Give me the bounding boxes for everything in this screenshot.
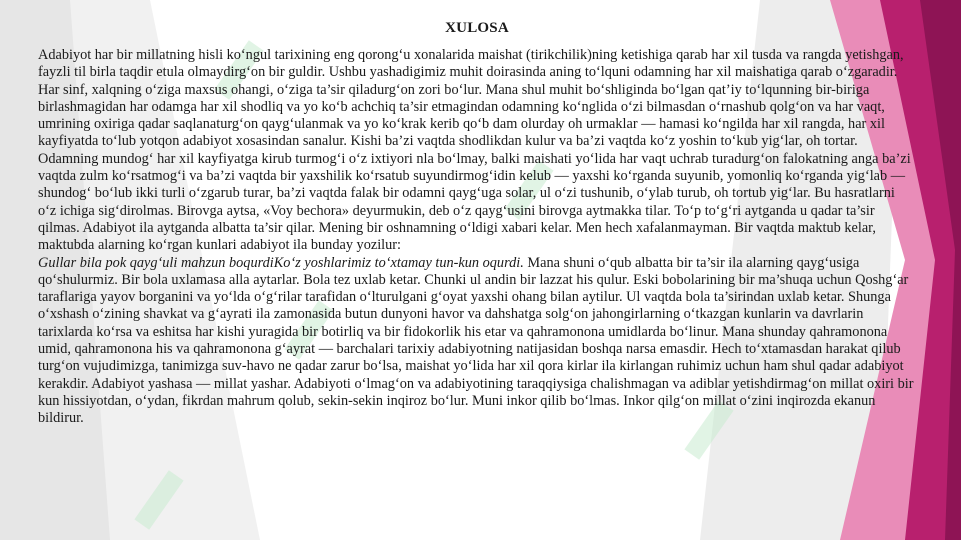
document-title: XULOSA bbox=[445, 20, 509, 36]
paragraph-conclusion bbox=[38, 255, 916, 428]
poem-quote: Gullar bila pok qayg‘uli mahzun boqurdiKo‘z yoshlarimiz to‘xtamay tun-kun oqurdi. bbox=[38, 254, 524, 271]
paragraph-main: Har sinf, xalqning o‘ziga maxsus ohangi, o‘ziga ta’sir qiladurg‘on zori bo‘lur. Mana shul muhit bo‘shliginda bo‘lgan qat’iy to‘lqunning bir-biriga birlashmagidan har odamga har xil shodliq va yo ko‘b achchiq ta’sir etmagindan odamning ko‘nglida o‘zi bilmasdan o‘rnashub qolg‘on va har vaqt, umrining oxiriga qadar saqlanaturg‘on qayg‘ulanmak va yo ko‘krak kerib qo‘b dam olurday oh urmaklar — hamasi ko‘ngilda har xil rangda, har xil kayfiyatda to‘lub yotqon adabiyot xosasindan sanalur. Kishi ba’zi vaqtda shodlikdan kulur va ba’zi vaqtda ko‘z yoshin to‘kub yig‘lar, oh tortar. Odamning mundog‘ har xil kayfiyatga kirub turmog‘i o‘z ixtiyori nla bo‘lmay, balki maishati yo‘lida har vaqt uchrab turadurg‘on falokatning anga ba’zi vaqtda zulm ko‘rsatmog‘i va ba’zi vaqtda bir yaxshilik ko‘rsatub suyundirmog‘idin kelub — yaxshi ko‘rganda suyunib, yomonliq ko‘rganda yig‘lab — shundog‘ bo‘lub ikki turli o‘zgarub turar, ba’zi vaqtda falak bir odamni qayg‘uga solar, ul o‘zi tushunib, o‘ylab turub, oh tortub yig‘lar. Bu hasratlarni o‘z ichiga sig‘dirolmas. Birovga aytsa, «Voy bechora» deyurmukin, deb o‘z qayg‘usini birovga aytmakka tilar. To‘p to‘g‘ri aytganda u qadar ta’sir qilmas. Adabiyot ila aytganda albatta ta’sir qilar. Mening bir oshnamning o‘ldigi xabari kelar. Men hech xafalanmayman. Bir vaqtda maktub kelar, maktubda alarning ko‘rgan kunlari adabiyot ila bunday yozilur: bbox=[38, 81, 911, 254]
paragraph-intro: Adabiyot har bir millatning hisli ko‘ngul tarixining eng qorong‘u xonalarida maishat (tirikchilik)ning ketishiga qarab har xil tusda va rangda yetishgan, fayzli til birla taqdir etula olmaydirg‘on bir guldir. Ushbu yashadigimiz muhit doirasinda aning to‘lquni odamning har xil maishatiga qarab o‘zgaradir. bbox=[38, 47, 904, 81]
document-body bbox=[38, 20, 916, 428]
paragraph-final-text: Mana shuni o‘qub albatta bir ta’sir ila alarning qayg‘usiga qo‘shulurmiz. Bir bola uxlamasa alla aytarlar. Bola tez uxlab ketar. Chunki ul andin bir lazzat his qulur. Eski bobolarining bir ma’shuqa uchun Qoshg‘ar taraflariga yayov borganini va yo‘lda o‘g‘rilar tarafidan o‘lturulgani g‘oyat yaxshi ohang bilan aytilur. Ul vaqtda bola ta’sirindan uxlab ketar. Shunga o‘xshash o‘zining shavkat va g‘ayrati ila zamonasida butun dunyoni havor va dahshatga solg‘on jahongirlarning o‘tkazgan kunlarin va davrlarin tarixlarda ko‘rsa va eshitsa har kishi yuragida bir botirliq va bir fidokorlik his etar va qahramonona umidlarda bo‘linur. Mana shunday qahramonona umid, qahramonona his va qahramonona g‘ayrat — barchalari tarixiy adabiyotning natijasidan boshqa narsa emasdir. Hech to‘xtamasdan harakat qilub turg‘on vujudimizga, tanimizga suv-havo ne qadar zarur bo‘lsa, maishat yo‘lida har xil qora kirlar ila kirlangan ruhimiz uchun ham shul qadar adabiyot kerakdir. Adabiyot yashasa — millat yashar. Adabiyoti o‘lmag‘on va adabiyotining taraqqiysiga chalishmagan va adiblar yetishdirmag‘on millat oxiri bir kun hissiyotdan, o‘ydan, fikrdan mahrum qolub, sekin-sekin inqiroz bo‘lur. Muni inkor qilib bo‘lmas. Inkor qilg‘on millat o‘zini inqirozda ekanun bildirur. bbox=[38, 254, 914, 427]
